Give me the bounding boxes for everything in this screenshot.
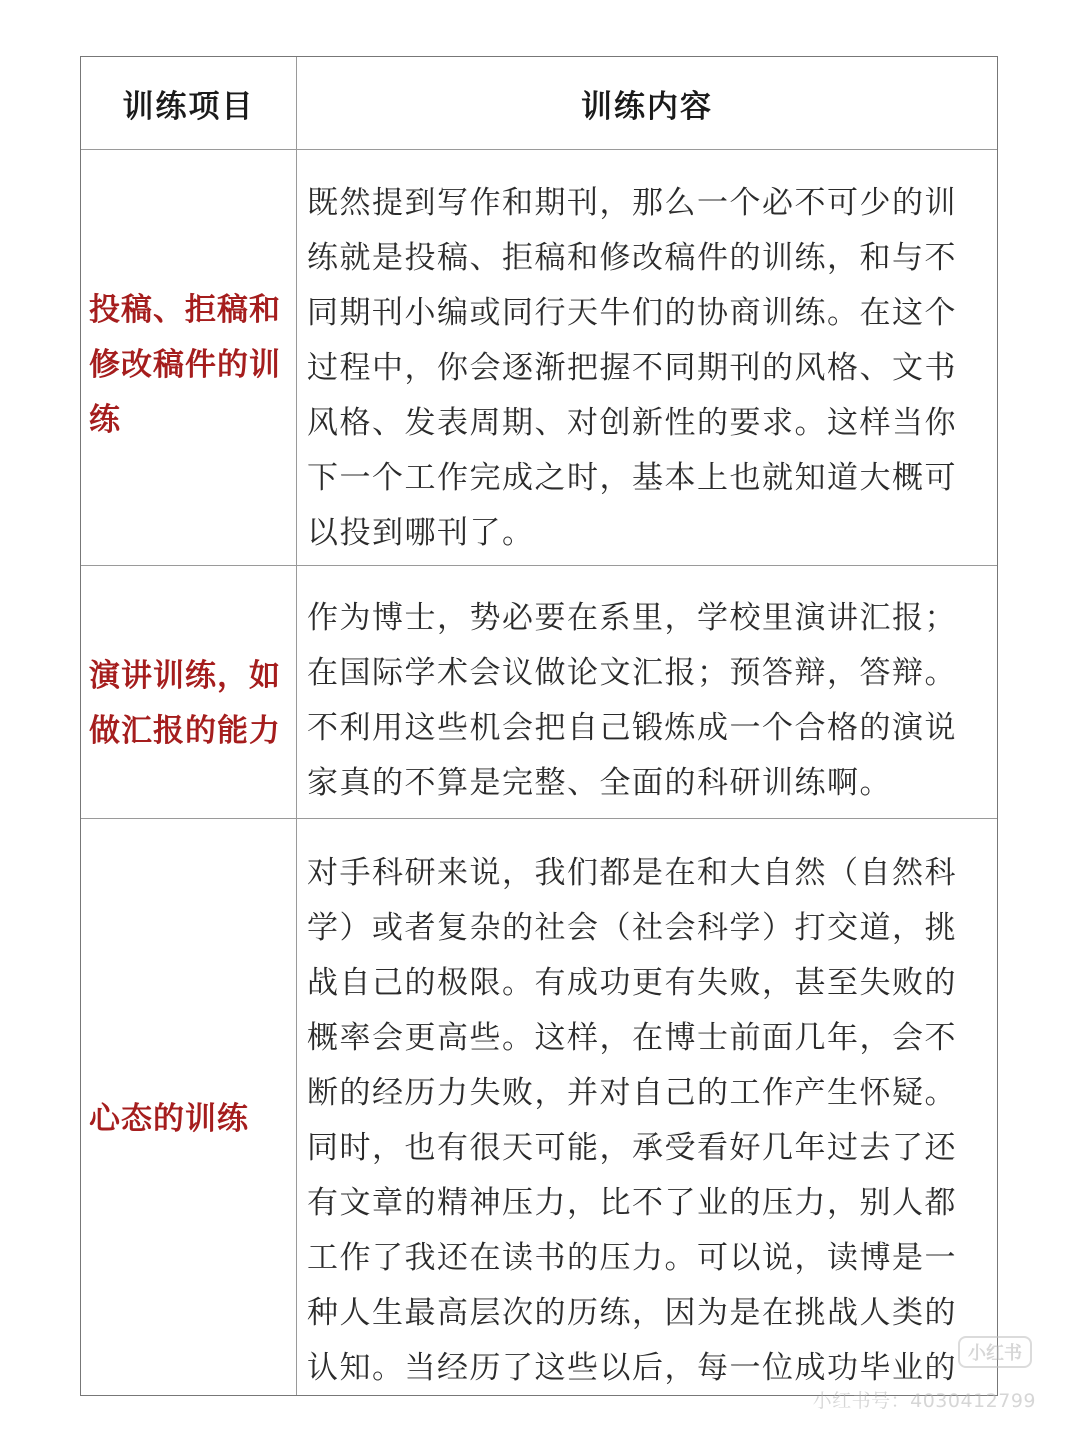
table-row: [81, 149, 997, 565]
table-row: [81, 818, 997, 1396]
table-header-row: [81, 57, 997, 149]
item-cell: [81, 819, 297, 1396]
table-row: [81, 565, 997, 818]
training-item-label: 心态的训练: [89, 1101, 249, 1137]
watermark-id: 小红书号：4030412799: [812, 1390, 1036, 1412]
watermark-logo: 小红书: [958, 1336, 1032, 1368]
item-cell: [81, 150, 297, 565]
item-cell: [81, 566, 297, 818]
header-cell-content: [297, 57, 997, 149]
header-cell-item: [81, 57, 297, 149]
training-content-text: 作为博士，势必要在系里，学校里演讲汇报；在国际学术会议做论文汇报；预答辩，答辩。不利用这些机会把自己锻炼成一个合格的演说家真的不算是完整、全面的科研训练啊。: [307, 600, 957, 801]
content-cell: [297, 150, 997, 565]
training-content-text: 既然提到写作和期刊，那么一个必不可少的训练就是投稿、拒稿和修改稿件的训练，和与不同期刊小编或同行天牛们的协商训练。在这个过程中，你会逐渐把握不同期刊的风格、文书风格、发表周期、对创新性的要求。这样当你下一个工作完成之时，基本上也就知道大概可以投到哪刊了。: [307, 185, 957, 551]
training-table: [80, 56, 998, 1396]
content-cell: [297, 566, 997, 818]
content-cell: [297, 819, 997, 1396]
header-label-content: 训练内容: [581, 88, 713, 125]
training-content-text: 对手科研来说，我们都是在和大自然（自然科学）或者复杂的社会（社会科学）打交道，挑战自己的极限。有成功更有失败，甚至失败的概率会更高些。这样，在博士前面几年，会不断的经历力失败，并对自己的工作产生怀疑。同时，也有很天可能，承受看好几年过去了还有文章的精神压力，比不了业的压力，别人都工作了我还在读书的压力。可以说，读博是一种人生最高层次的历练，因为是在挑战人类的认知。当经历了这些以后，每一位成功毕业的: [307, 855, 957, 1386]
header-label-item: 训练项目: [122, 88, 255, 125]
training-item-label: 演讲训练，如做汇报的能力: [89, 658, 281, 749]
training-item-label: 投稿、拒稿和修改稿件的训练: [89, 292, 281, 438]
